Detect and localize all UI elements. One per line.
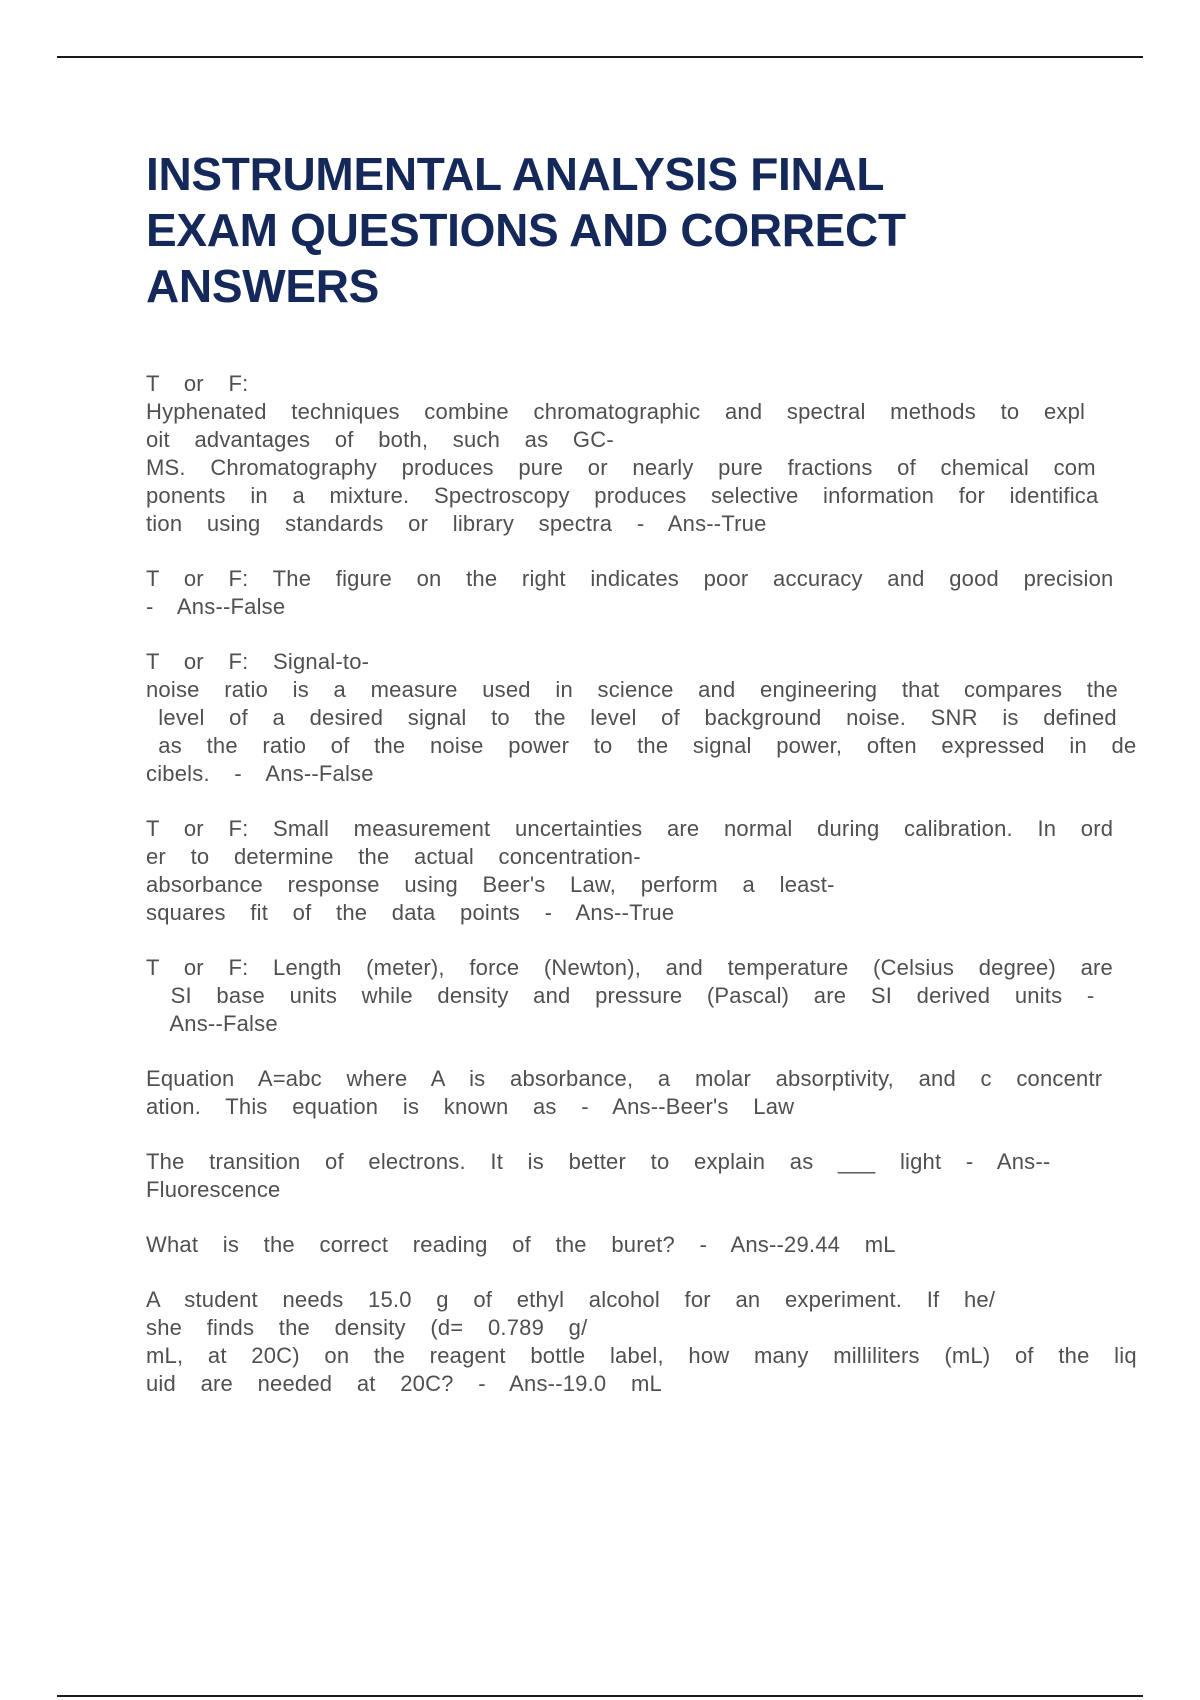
document-body — [146, 146, 1137, 1425]
qa-line: uid are needed at 20C? - Ans--19.0 mL — [146, 1371, 662, 1396]
qa-line: T or F: — [146, 371, 249, 396]
qa-line: T or F: Length (meter), force (Newton), and temperature (Celsius degree) are — [146, 955, 1113, 980]
qa-list — [146, 370, 1137, 1398]
top-rule — [57, 56, 1143, 58]
title-line: ANSWERS — [146, 260, 380, 312]
qa-line: ponents in a mixture. Spectroscopy produces selective information for identifica — [146, 483, 1099, 508]
qa-line: oit advantages of both, such as GC- — [146, 427, 614, 452]
qa-line: noise ratio is a measure used in science and engineering that compares the — [146, 677, 1118, 702]
qa-item — [146, 1231, 1086, 1259]
qa-item — [146, 648, 1137, 788]
qa-item — [146, 954, 1113, 1038]
qa-line: absorbance response using Beer's Law, perform a least- — [146, 872, 835, 897]
document-title — [146, 146, 1086, 314]
qa-line: ation. This equation is known as - Ans--Beer's Law — [146, 1094, 795, 1119]
qa-line: Equation A=abc where A is absorbance, a molar absorptivity, and c concentr — [146, 1066, 1103, 1091]
qa-line: - Ans--False — [146, 594, 286, 619]
qa-line: The transition of electrons. It is better to explain as ___ light - Ans-- — [146, 1149, 1051, 1174]
qa-item — [146, 815, 1114, 927]
qa-line: cibels. - Ans--False — [146, 761, 374, 786]
qa-item — [146, 1286, 1137, 1398]
qa-line: er to determine the actual concentration- — [146, 844, 641, 869]
qa-item — [146, 1148, 1086, 1204]
qa-line: T or F: The figure on the right indicates poor accuracy and good precision — [146, 566, 1114, 591]
qa-line: MS. Chromatography produces pure or nearly pure fractions of chemical com — [146, 455, 1096, 480]
qa-line: as the ratio of the noise power to the signal power, often expressed in de — [146, 733, 1137, 758]
qa-item — [146, 370, 1099, 538]
title-line: EXAM QUESTIONS AND CORRECT — [146, 204, 906, 256]
qa-line: Hyphenated techniques combine chromatographic and spectral methods to expl — [146, 399, 1086, 424]
bottom-rule — [57, 1695, 1143, 1697]
qa-line: A student needs 15.0 g of ethyl alcohol for an experiment. If he/ — [146, 1287, 996, 1312]
qa-line: T or F: Small measurement uncertainties are normal during calibration. In ord — [146, 816, 1114, 841]
qa-line: mL, at 20C) on the reagent bottle label, how many milliliters (mL) of the liq — [146, 1343, 1137, 1368]
title-line: INSTRUMENTAL ANALYSIS FINAL — [146, 148, 885, 200]
qa-line: T or F: Signal-to- — [146, 649, 370, 674]
qa-line: level of a desired signal to the level of background noise. SNR is defined — [146, 705, 1117, 730]
qa-line: SI base units while density and pressure (Pascal) are SI derived units - — [146, 983, 1095, 1008]
qa-item — [146, 1065, 1103, 1121]
qa-line: What is the correct reading of the buret? - Ans--29.44 mL — [146, 1232, 896, 1257]
qa-item — [146, 565, 1114, 621]
qa-line: Ans--False — [146, 1011, 278, 1036]
qa-line: squares fit of the data points - Ans--True — [146, 900, 675, 925]
qa-line: tion using standards or library spectra - Ans--True — [146, 511, 767, 536]
qa-line: Fluorescence — [146, 1177, 281, 1202]
qa-line: she finds the density (d= 0.789 g/ — [146, 1315, 588, 1340]
